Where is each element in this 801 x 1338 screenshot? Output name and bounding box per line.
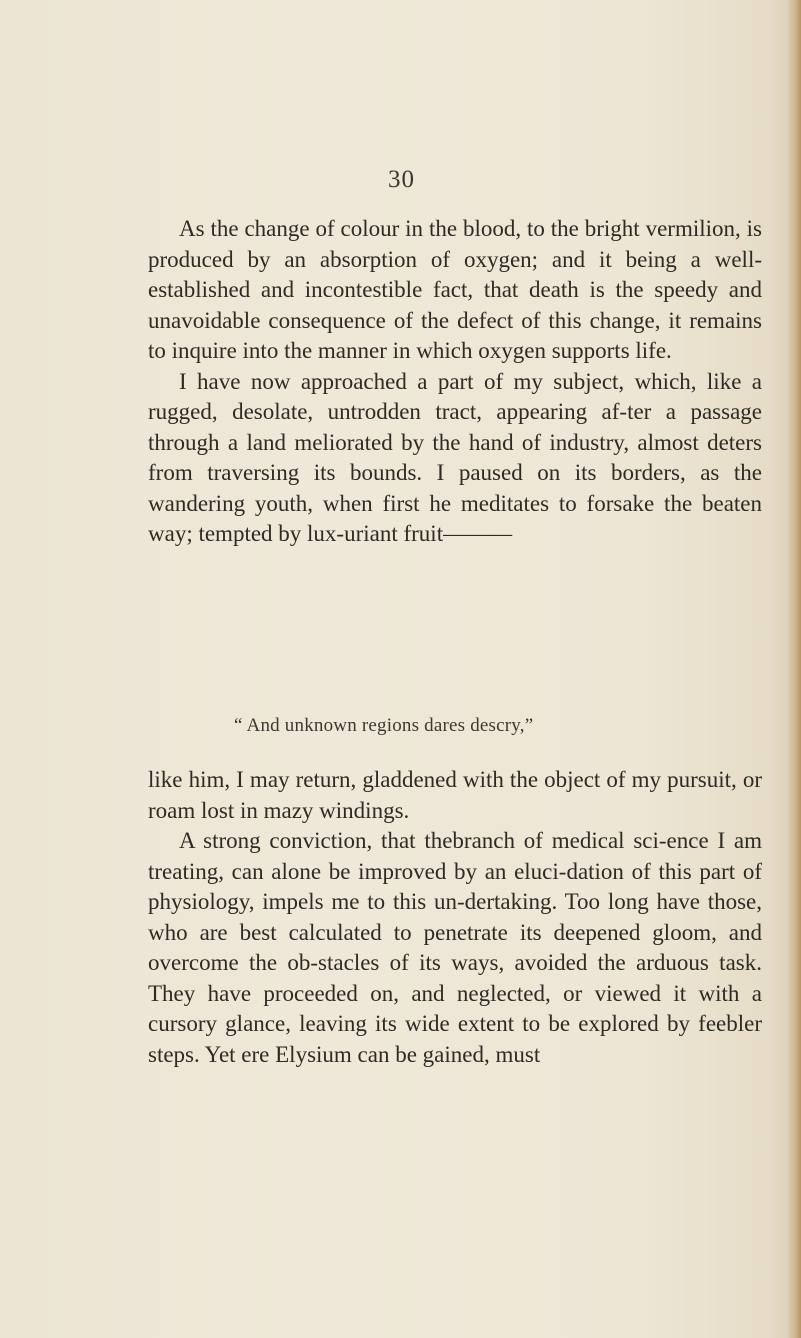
text-block-top (148, 214, 762, 550)
text-block-bottom (148, 765, 762, 1070)
quotation: “ And unknown regions dares descry,” (234, 715, 534, 736)
paragraph-like-him: like him, I may return, gladdened with the object of my pursuit, or roam lost in mazy windings. (148, 767, 762, 823)
paragraph-subject: I have now approached a part of my subject, which, like a rugged, desolate, untrodden tract, appearing af-ter a passage through a land meliorated by the hand of industry, almost deters from traversing its bounds. I paused on its borders, as the wandering youth, when first he meditates to forsake the beaten way; tempted by lux-uriant fruit——— (148, 368, 762, 546)
paragraph-conviction: A strong conviction, that thebranch of medical sci-ence I am treating, can alone be improved by an eluci-dation of this part of physiology, impels me to this un-dertaking. Too long have those, who are best calculated to penetrate its deepened gloom, and overcome the ob-stacles of its ways, avoided the arduous task. They have proceeded on, and neglected, or viewed it with a cursory glance, leaving its wide extent to be explored by feebler steps. Yet ere Elysium can be gained, must (148, 828, 762, 1067)
page-edge (787, 0, 801, 1338)
paragraph-oxygen: As the change of colour in the blood, to the bright vermilion, is produced by an absorption of oxygen; and it being a well-established and incontestible fact, that death is the speedy and unavoidable consequence of the defect of this change, it remains to inquire into the manner in which oxygen supports life. (148, 216, 762, 363)
page-number: 30 (388, 166, 415, 193)
